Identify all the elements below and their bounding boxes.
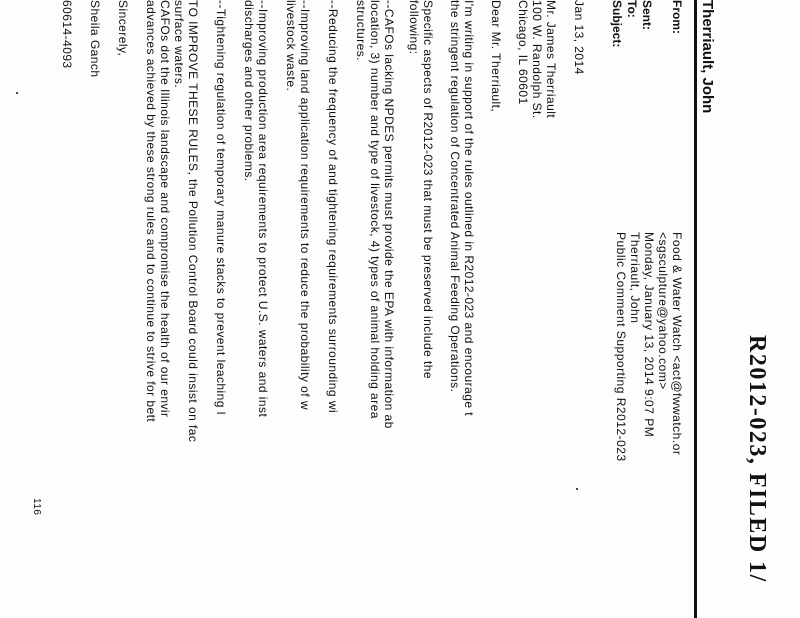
improve-line-2: surface waters. (172, 0, 186, 89)
address-line-1: Mr. James Therriault (544, 0, 558, 119)
to-label: To: (625, 0, 639, 18)
intro-line-2: the stringent regulation of Concentrated Animal Feeding Operations. (448, 0, 462, 393)
aspects-line-1: Specific aspects of R2012-023 that must be preserved include the (421, 0, 435, 380)
scan-speck (576, 488, 578, 490)
letter-date: Jan 13, 2014 (572, 0, 586, 75)
item-1-line-2: location, 3) number and type of livestock, 4) types of animal holding area (368, 0, 382, 419)
intro-line-1: I'm writing in support of the rules outlined in R2012-023 and encourage t (462, 0, 476, 417)
address-line-3: Chicago, IL 60601 (516, 0, 530, 105)
from-label: From: (670, 0, 684, 34)
item-2: --Reducing the frequency of and tightening requirements surrounding wi (326, 0, 340, 414)
signer-name: Sheila Ganch (88, 0, 102, 78)
aspects-line-2: following: (407, 0, 421, 55)
from-value: Food & Water Watch <act@fwwatch.or (670, 232, 684, 456)
cafo-line-1: CAFOs dot the Illinois landscape and compromise the health of our envir (158, 0, 172, 418)
page-number: 116 (31, 498, 42, 516)
cafo-line-2: advances achieved by these strong rules and to continue to strive for bett (144, 0, 158, 423)
sender-name: Therriault, John (694, 0, 716, 618)
sent-value: Monday, January 13, 2014 9:07 PM (642, 232, 656, 438)
item-4-line-1: --Improving production area requirements to protect U.S. waters and inst (256, 0, 270, 418)
from-email: <sgsculpture@yahoo.com> (656, 232, 670, 390)
sent-label: Sent: (640, 0, 654, 30)
item-3-line-2: livestock waste. (284, 0, 298, 92)
item-1-line-3: structures. (354, 0, 368, 61)
improve-line-1: TO IMPROVE THESE RULES, the Pollution Control Board could insist on fac (186, 0, 200, 443)
subject-value: Public Comment Supporting R2012-023 (614, 232, 628, 462)
item-3-line-1: --Improving land application requirements to reduce the probability of w (298, 0, 312, 410)
item-1-line-1: --CAFOs lacking NPDES permits must provide the EPA with information ab (382, 0, 396, 429)
to-value: Therriault, John (628, 232, 642, 324)
filing-stamp: R2012-023, FILED 1/ (744, 335, 770, 583)
subject-label: Subject: (610, 0, 624, 48)
item-4-line-2: discharges and other problems. (242, 0, 256, 182)
signer-zip: 60614-4093 (60, 0, 74, 69)
address-line-2: 100 W. Randolph St. (530, 0, 544, 119)
closing: Sincerely, (116, 0, 130, 57)
item-5: --Tightening regulation of temporary manure stacks to prevent leaching l (214, 0, 228, 415)
salutation: Dear Mr. Therriault, (489, 0, 503, 113)
scan-speck (16, 92, 18, 94)
